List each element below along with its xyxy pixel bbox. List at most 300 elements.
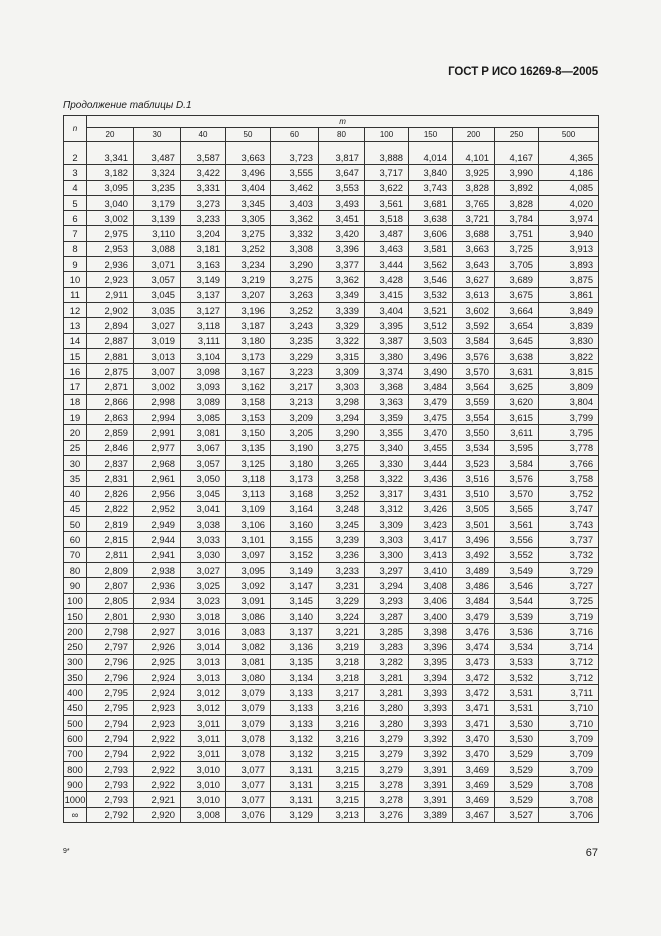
n-value-cell: 250 <box>64 639 87 654</box>
value-cell: 2,923 <box>87 272 134 287</box>
value-cell: 2,837 <box>87 455 134 470</box>
table-row <box>64 440 599 455</box>
value-cell: 3,275 <box>226 226 271 241</box>
value-cell: 2,924 <box>134 685 181 700</box>
value-cell: 3,395 <box>365 318 409 333</box>
value-cell: 3,359 <box>365 410 409 425</box>
value-cell: 2,807 <box>87 578 134 593</box>
value-cell: 3,709 <box>539 746 599 761</box>
value-cell: 3,010 <box>181 792 226 807</box>
value-cell: 3,213 <box>319 807 365 822</box>
value-cell: 3,469 <box>453 777 495 792</box>
value-cell: 3,529 <box>495 761 539 776</box>
value-cell: 3,011 <box>181 731 226 746</box>
value-cell: 3,147 <box>271 578 319 593</box>
n-value-cell: 35 <box>64 471 87 486</box>
value-cell: 3,888 <box>365 150 409 165</box>
value-cell: 3,279 <box>365 761 409 776</box>
n-value-cell: 3 <box>64 165 87 180</box>
value-cell: 3,554 <box>453 410 495 425</box>
value-cell: 3,158 <box>226 394 271 409</box>
document-standard-header: ГОСТ Р ИСО 16269-8—2005 <box>448 66 598 78</box>
value-cell: 3,293 <box>365 593 409 608</box>
m-value-header: 500 <box>539 128 599 142</box>
value-cell: 3,133 <box>271 685 319 700</box>
value-cell: 2,863 <box>87 410 134 425</box>
value-cell: 3,294 <box>319 410 365 425</box>
n-value-cell: 400 <box>64 685 87 700</box>
value-cell: 3,131 <box>271 777 319 792</box>
table-row <box>64 425 599 440</box>
value-cell: 2,793 <box>87 761 134 776</box>
value-cell: 3,470 <box>453 746 495 761</box>
value-cell: 2,822 <box>87 501 134 516</box>
value-cell: 3,132 <box>271 731 319 746</box>
value-cell: 3,467 <box>453 807 495 822</box>
table-row <box>64 777 599 792</box>
value-cell: 3,710 <box>539 700 599 715</box>
value-cell: 3,129 <box>271 807 319 822</box>
value-cell: 3,496 <box>453 532 495 547</box>
value-cell: 3,234 <box>226 257 271 272</box>
value-cell: 3,711 <box>539 685 599 700</box>
value-cell: 3,038 <box>181 517 226 532</box>
value-cell: 3,689 <box>495 272 539 287</box>
value-cell: 3,057 <box>134 272 181 287</box>
value-cell: 3,167 <box>226 364 271 379</box>
value-cell: 3,487 <box>134 150 181 165</box>
value-cell: 3,134 <box>271 670 319 685</box>
value-cell: 3,209 <box>271 410 319 425</box>
value-cell: 3,527 <box>495 807 539 822</box>
value-cell: 3,396 <box>409 639 453 654</box>
value-cell: 3,132 <box>271 746 319 761</box>
value-cell: 3,469 <box>453 761 495 776</box>
value-cell: 3,532 <box>409 287 453 302</box>
value-cell: 3,531 <box>495 685 539 700</box>
value-cell: 3,362 <box>319 272 365 287</box>
value-cell: 3,529 <box>495 746 539 761</box>
value-cell: 2,846 <box>87 440 134 455</box>
value-cell: 3,561 <box>495 517 539 532</box>
value-cell: 3,243 <box>271 318 319 333</box>
value-cell: 3,717 <box>365 165 409 180</box>
value-cell: 3,747 <box>539 501 599 516</box>
value-cell: 3,534 <box>495 639 539 654</box>
value-cell: 3,140 <box>271 608 319 623</box>
value-cell: 3,155 <box>271 532 319 547</box>
value-cell: 3,584 <box>453 333 495 348</box>
value-cell: 2,819 <box>87 517 134 532</box>
value-cell: 3,160 <box>271 517 319 532</box>
value-cell: 2,795 <box>87 685 134 700</box>
value-cell: 3,521 <box>409 302 453 317</box>
value-cell: 3,080 <box>226 670 271 685</box>
value-cell: 3,913 <box>539 241 599 256</box>
value-cell: 3,758 <box>539 471 599 486</box>
value-cell: 3,067 <box>181 440 226 455</box>
value-cell: 3,281 <box>365 670 409 685</box>
value-cell: 2,961 <box>134 471 181 486</box>
value-cell: 3,512 <box>409 318 453 333</box>
n-value-cell: 60 <box>64 532 87 547</box>
value-cell: 3,035 <box>134 302 181 317</box>
value-cell: 3,479 <box>453 608 495 623</box>
value-cell: 3,893 <box>539 257 599 272</box>
value-cell: 2,920 <box>134 807 181 822</box>
n-value-cell: 30 <box>64 455 87 470</box>
value-cell: 3,082 <box>226 639 271 654</box>
value-cell: 3,164 <box>271 501 319 516</box>
value-cell: 3,180 <box>271 455 319 470</box>
value-cell: 3,737 <box>539 532 599 547</box>
value-cell: 3,398 <box>409 624 453 639</box>
value-cell: 3,217 <box>271 379 319 394</box>
value-cell: 3,281 <box>365 685 409 700</box>
value-cell: 3,396 <box>319 241 365 256</box>
value-cell: 3,523 <box>453 455 495 470</box>
value-cell: 2,794 <box>87 746 134 761</box>
value-cell: 3,245 <box>319 517 365 532</box>
value-cell: 3,516 <box>453 471 495 486</box>
value-cell: 3,925 <box>453 165 495 180</box>
table-row <box>64 195 599 210</box>
value-cell: 3,218 <box>319 654 365 669</box>
value-cell: 3,420 <box>319 226 365 241</box>
table-row <box>64 608 599 623</box>
value-cell: 2,994 <box>134 410 181 425</box>
value-cell: 3,765 <box>453 195 495 210</box>
value-cell: 3,280 <box>365 715 409 730</box>
value-cell: 2,998 <box>134 394 181 409</box>
value-cell: 3,990 <box>495 165 539 180</box>
value-cell: 3,472 <box>453 670 495 685</box>
value-cell: 3,368 <box>365 379 409 394</box>
value-cell: 2,871 <box>87 379 134 394</box>
value-cell: 3,377 <box>319 257 365 272</box>
value-cell: 3,840 <box>409 165 453 180</box>
value-cell: 3,013 <box>134 348 181 363</box>
footer-signature-mark: 9* <box>63 848 70 855</box>
table-row <box>64 654 599 669</box>
value-cell: 3,207 <box>226 287 271 302</box>
value-cell: 3,638 <box>495 348 539 363</box>
n-value-cell: 13 <box>64 318 87 333</box>
n-value-cell: 200 <box>64 624 87 639</box>
value-cell: 3,533 <box>495 654 539 669</box>
value-cell: 3,180 <box>226 333 271 348</box>
value-cell: 3,493 <box>319 195 365 210</box>
value-cell: 3,530 <box>495 731 539 746</box>
value-cell: 3,276 <box>365 807 409 822</box>
table-row <box>64 501 599 516</box>
value-cell: 3,229 <box>319 593 365 608</box>
value-cell: 3,135 <box>226 440 271 455</box>
table-row <box>64 455 599 470</box>
value-cell: 3,725 <box>539 593 599 608</box>
value-cell: 3,709 <box>539 761 599 776</box>
value-cell: 3,487 <box>365 226 409 241</box>
value-cell: 4,365 <box>539 150 599 165</box>
value-cell: 3,322 <box>319 333 365 348</box>
value-cell: 3,290 <box>271 257 319 272</box>
value-cell: 3,392 <box>409 731 453 746</box>
value-cell: 3,530 <box>495 715 539 730</box>
value-cell: 3,282 <box>365 654 409 669</box>
value-cell: 3,231 <box>319 578 365 593</box>
value-cell: 2,922 <box>134 731 181 746</box>
n-value-cell: 16 <box>64 364 87 379</box>
page-number: 67 <box>585 847 598 859</box>
n-value-cell: 6 <box>64 211 87 226</box>
table-row <box>64 547 599 562</box>
value-cell: 3,355 <box>365 425 409 440</box>
value-cell: 3,471 <box>453 715 495 730</box>
value-cell: 2,902 <box>87 302 134 317</box>
value-cell: 3,518 <box>365 211 409 226</box>
value-cell: 3,179 <box>134 195 181 210</box>
value-cell: 3,531 <box>495 700 539 715</box>
value-cell: 3,076 <box>226 807 271 822</box>
value-cell: 3,014 <box>181 639 226 654</box>
table-row <box>64 394 599 409</box>
value-cell: 3,809 <box>539 379 599 394</box>
value-cell: 3,010 <box>181 761 226 776</box>
value-cell: 2,794 <box>87 731 134 746</box>
value-cell: 3,030 <box>181 547 226 562</box>
value-cell: 4,020 <box>539 195 599 210</box>
value-cell: 3,265 <box>319 455 365 470</box>
value-cell: 3,033 <box>181 532 226 547</box>
value-cell: 2,815 <box>87 532 134 547</box>
table-row <box>64 241 599 256</box>
n-value-cell: 25 <box>64 440 87 455</box>
table-row <box>64 226 599 241</box>
value-cell: 3,706 <box>539 807 599 822</box>
value-cell: 3,106 <box>226 517 271 532</box>
table-row <box>64 486 599 501</box>
value-cell: 3,137 <box>181 287 226 302</box>
value-cell: 2,792 <box>87 807 134 822</box>
value-cell: 2,956 <box>134 486 181 501</box>
value-cell: 3,152 <box>271 547 319 562</box>
value-cell: 3,136 <box>271 639 319 654</box>
value-cell: 3,534 <box>453 440 495 455</box>
value-cell: 3,224 <box>319 608 365 623</box>
value-cell: 3,215 <box>319 761 365 776</box>
value-cell: 3,131 <box>271 761 319 776</box>
value-cell: 3,496 <box>409 348 453 363</box>
value-cell: 3,462 <box>271 180 319 195</box>
table-row <box>64 761 599 776</box>
value-cell: 3,137 <box>271 624 319 639</box>
table-row <box>64 180 599 195</box>
value-cell: 3,345 <box>226 195 271 210</box>
value-cell: 3,536 <box>495 624 539 639</box>
value-cell: 3,529 <box>495 792 539 807</box>
value-cell: 3,647 <box>319 165 365 180</box>
value-cell: 3,089 <box>181 394 226 409</box>
value-cell: 3,501 <box>453 517 495 532</box>
value-cell: 3,278 <box>365 777 409 792</box>
value-cell: 3,638 <box>409 211 453 226</box>
n-value-cell: 15 <box>64 348 87 363</box>
value-cell: 2,975 <box>87 226 134 241</box>
value-cell: 3,339 <box>319 302 365 317</box>
value-cell: 2,859 <box>87 425 134 440</box>
value-cell: 2,911 <box>87 287 134 302</box>
value-cell: 3,263 <box>271 287 319 302</box>
value-cell: 3,297 <box>365 563 409 578</box>
value-cell: 3,675 <box>495 287 539 302</box>
value-cell: 3,395 <box>409 654 453 669</box>
value-cell: 3,489 <box>453 563 495 578</box>
value-cell: 3,404 <box>226 180 271 195</box>
m-value-header: 60 <box>271 128 319 142</box>
value-cell: 3,559 <box>453 394 495 409</box>
value-cell: 3,340 <box>365 440 409 455</box>
table-row <box>64 578 599 593</box>
value-cell: 3,294 <box>365 578 409 593</box>
value-cell: 2,831 <box>87 471 134 486</box>
value-cell: 3,088 <box>134 241 181 256</box>
table-row <box>64 746 599 761</box>
value-cell: 3,766 <box>539 455 599 470</box>
value-cell: 3,663 <box>226 150 271 165</box>
value-cell: 3,182 <box>87 165 134 180</box>
value-cell: 3,235 <box>134 180 181 195</box>
value-cell: 3,118 <box>226 471 271 486</box>
n-value-cell: 80 <box>64 563 87 578</box>
value-cell: 3,484 <box>453 593 495 608</box>
value-cell: 3,410 <box>409 563 453 578</box>
table-row <box>64 150 599 165</box>
value-cell: 3,606 <box>409 226 453 241</box>
value-cell: 3,095 <box>87 180 134 195</box>
value-cell: 2,930 <box>134 608 181 623</box>
value-cell: 3,620 <box>495 394 539 409</box>
n-value-cell: 90 <box>64 578 87 593</box>
value-cell: 3,444 <box>409 455 453 470</box>
value-cell: 3,219 <box>319 639 365 654</box>
value-cell: 3,484 <box>409 379 453 394</box>
table-row <box>64 792 599 807</box>
value-cell: 4,101 <box>453 150 495 165</box>
value-cell: 3,815 <box>539 364 599 379</box>
value-cell: 3,279 <box>365 746 409 761</box>
value-cell: 3,081 <box>181 425 226 440</box>
header-row-m <box>64 116 599 128</box>
table-body <box>64 142 599 823</box>
value-cell: 3,510 <box>453 486 495 501</box>
n-value-cell: 10 <box>64 272 87 287</box>
value-cell: 3,431 <box>409 486 453 501</box>
value-cell: 3,550 <box>453 425 495 440</box>
m-value-header: 40 <box>181 128 226 142</box>
value-cell: 3,349 <box>319 287 365 302</box>
value-cell: 3,309 <box>365 517 409 532</box>
value-cell: 3,216 <box>319 715 365 730</box>
value-cell: 3,113 <box>226 486 271 501</box>
value-cell: 2,796 <box>87 654 134 669</box>
value-cell: 3,101 <box>226 532 271 547</box>
value-cell: 3,290 <box>319 425 365 440</box>
value-cell: 3,394 <box>409 670 453 685</box>
value-cell: 3,173 <box>271 471 319 486</box>
table-row <box>64 211 599 226</box>
value-cell: 3,215 <box>319 792 365 807</box>
value-cell: 3,027 <box>181 563 226 578</box>
n-value-cell: 17 <box>64 379 87 394</box>
value-cell: 3,173 <box>226 348 271 363</box>
value-cell: 3,010 <box>181 777 226 792</box>
value-cell: 3,729 <box>539 563 599 578</box>
value-cell: 3,078 <box>226 731 271 746</box>
value-cell: 3,013 <box>181 670 226 685</box>
value-cell: 2,793 <box>87 792 134 807</box>
value-cell: 3,463 <box>365 241 409 256</box>
value-cell: 2,924 <box>134 670 181 685</box>
value-cell: 3,584 <box>495 455 539 470</box>
value-cell: 3,708 <box>539 777 599 792</box>
value-cell: 3,071 <box>134 257 181 272</box>
value-cell: 3,312 <box>365 501 409 516</box>
value-cell: 3,045 <box>134 287 181 302</box>
value-cell: 3,187 <box>226 318 271 333</box>
value-cell: 2,881 <box>87 348 134 363</box>
value-cell: 3,496 <box>226 165 271 180</box>
n-value-cell: 11 <box>64 287 87 302</box>
n-value-cell: ∞ <box>64 807 87 822</box>
value-cell: 3,743 <box>539 517 599 532</box>
table-row <box>64 807 599 822</box>
value-cell: 3,131 <box>271 792 319 807</box>
value-cell: 3,127 <box>181 302 226 317</box>
value-cell: 2,923 <box>134 715 181 730</box>
value-cell: 3,592 <box>453 318 495 333</box>
value-cell: 3,216 <box>319 700 365 715</box>
table-row <box>64 517 599 532</box>
value-cell: 3,221 <box>319 624 365 639</box>
n-value-cell: 18 <box>64 394 87 409</box>
value-cell: 3,098 <box>181 364 226 379</box>
value-cell: 2,887 <box>87 333 134 348</box>
value-cell: 2,952 <box>134 501 181 516</box>
n-value-cell: 50 <box>64 517 87 532</box>
n-value-cell: 2 <box>64 150 87 165</box>
value-cell: 3,664 <box>495 302 539 317</box>
value-cell: 3,233 <box>181 211 226 226</box>
value-cell: 2,866 <box>87 394 134 409</box>
value-cell: 3,330 <box>365 455 409 470</box>
value-cell: 3,474 <box>453 639 495 654</box>
value-cell: 3,091 <box>226 593 271 608</box>
value-cell: 3,025 <box>181 578 226 593</box>
value-cell: 3,392 <box>409 746 453 761</box>
value-cell: 3,092 <box>226 578 271 593</box>
value-cell: 3,380 <box>365 348 409 363</box>
value-cell: 3,436 <box>409 471 453 486</box>
value-cell: 3,475 <box>409 410 453 425</box>
value-cell: 3,252 <box>226 241 271 256</box>
value-cell: 3,391 <box>409 792 453 807</box>
value-cell: 3,451 <box>319 211 365 226</box>
value-cell: 3,391 <box>409 761 453 776</box>
table-row <box>64 257 599 272</box>
value-cell: 3,150 <box>226 425 271 440</box>
value-cell: 3,248 <box>319 501 365 516</box>
m-value-header: 30 <box>134 128 181 142</box>
